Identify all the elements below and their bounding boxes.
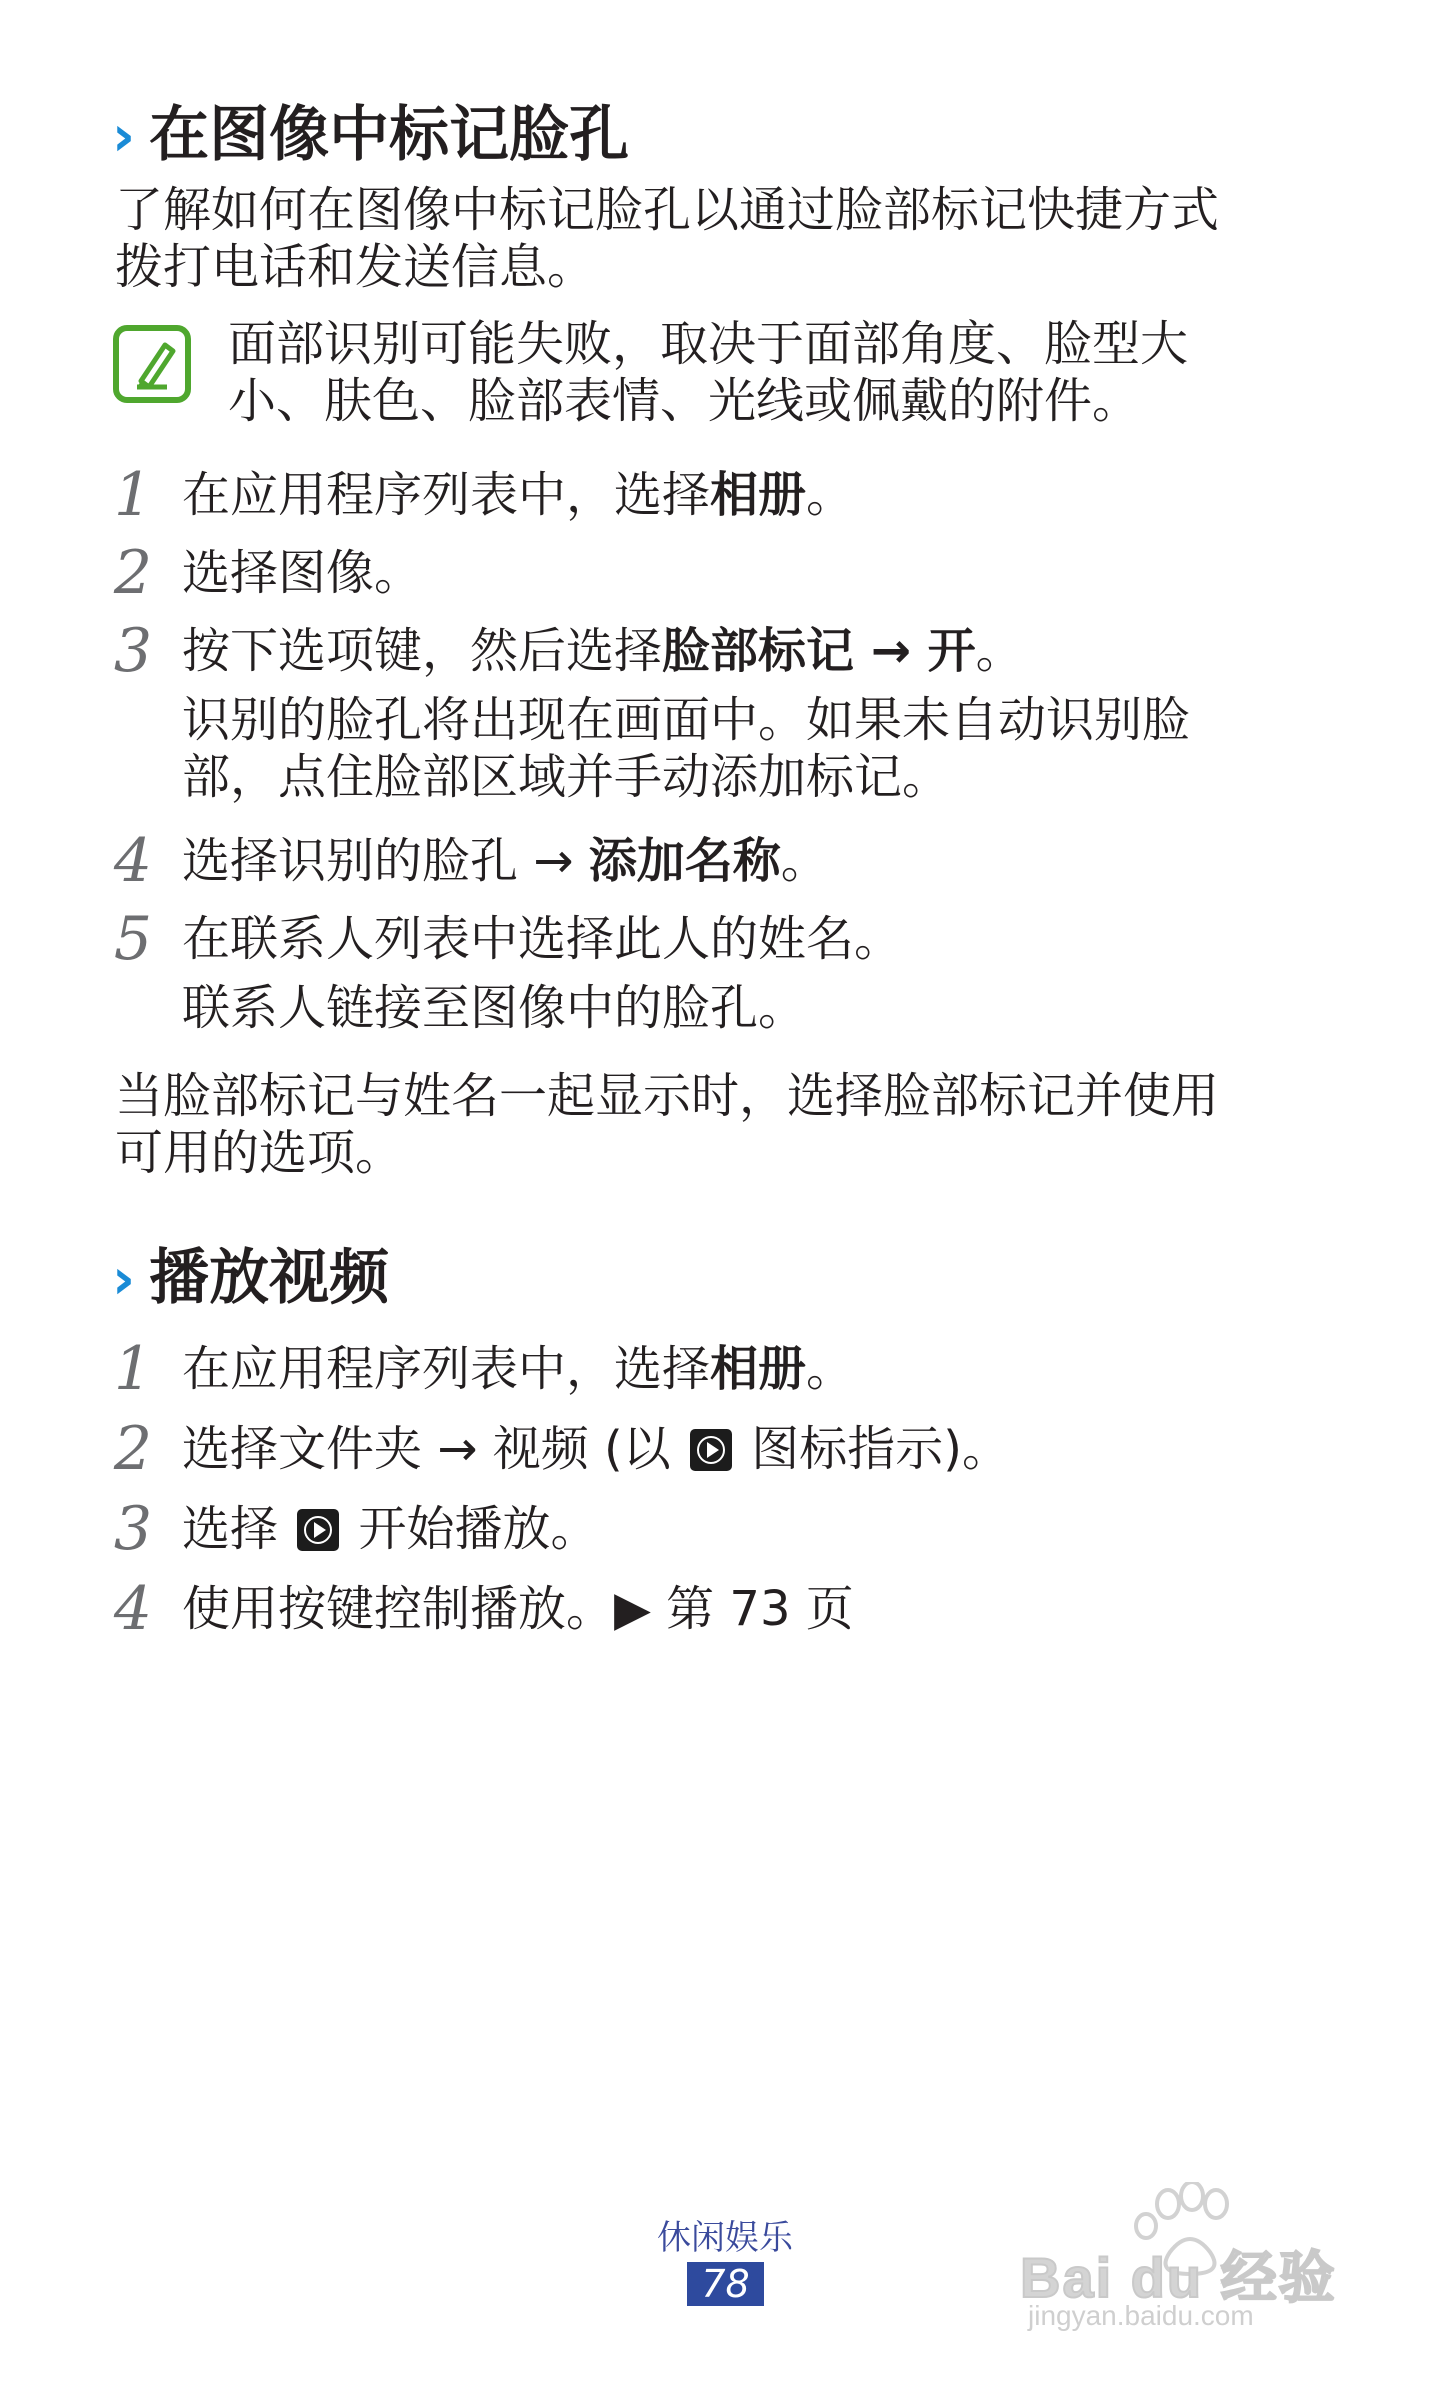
step-5-detail: 联系人链接至图像中的脸孔。 — [182, 980, 807, 1036]
play-video-icon — [297, 1509, 339, 1551]
page-number: 78 — [687, 2262, 763, 2306]
section-title-play-video: › 播放视频 — [112, 1243, 390, 1313]
footer-chapter-label: 休闲娱乐 — [657, 2218, 793, 2258]
step-3-detail: 识别的脸孔将出现在画面中。如果未自动识别脸 部，点住脸部区域并手动添加标记。 — [182, 692, 1191, 805]
section-chevron-icon: › — [112, 104, 136, 169]
baidu-watermark: Bai du 经验 jingyan.baidu.com — [1020, 2182, 1420, 2332]
outro-paragraph: 当脸部标记与姓名一起显示时，选择脸部标记并使用 可用的选项。 — [115, 1068, 1220, 1181]
play-video-icon — [690, 1429, 732, 1471]
note-text: 面部识别可能失败，取决于面部角度、脸型大 小、肤色、脸部表情、光线或佩戴的附件。 — [228, 316, 1189, 429]
section-chevron-icon: › — [112, 1247, 136, 1312]
intro-paragraph: 了解如何在图像中标记脸孔以通过脸部标记快捷方式 拨打电话和发送信息。 — [115, 182, 1220, 295]
section-title-tag-faces: › 在图像中标记脸孔 — [112, 100, 630, 170]
note-pencil-icon — [113, 325, 191, 403]
